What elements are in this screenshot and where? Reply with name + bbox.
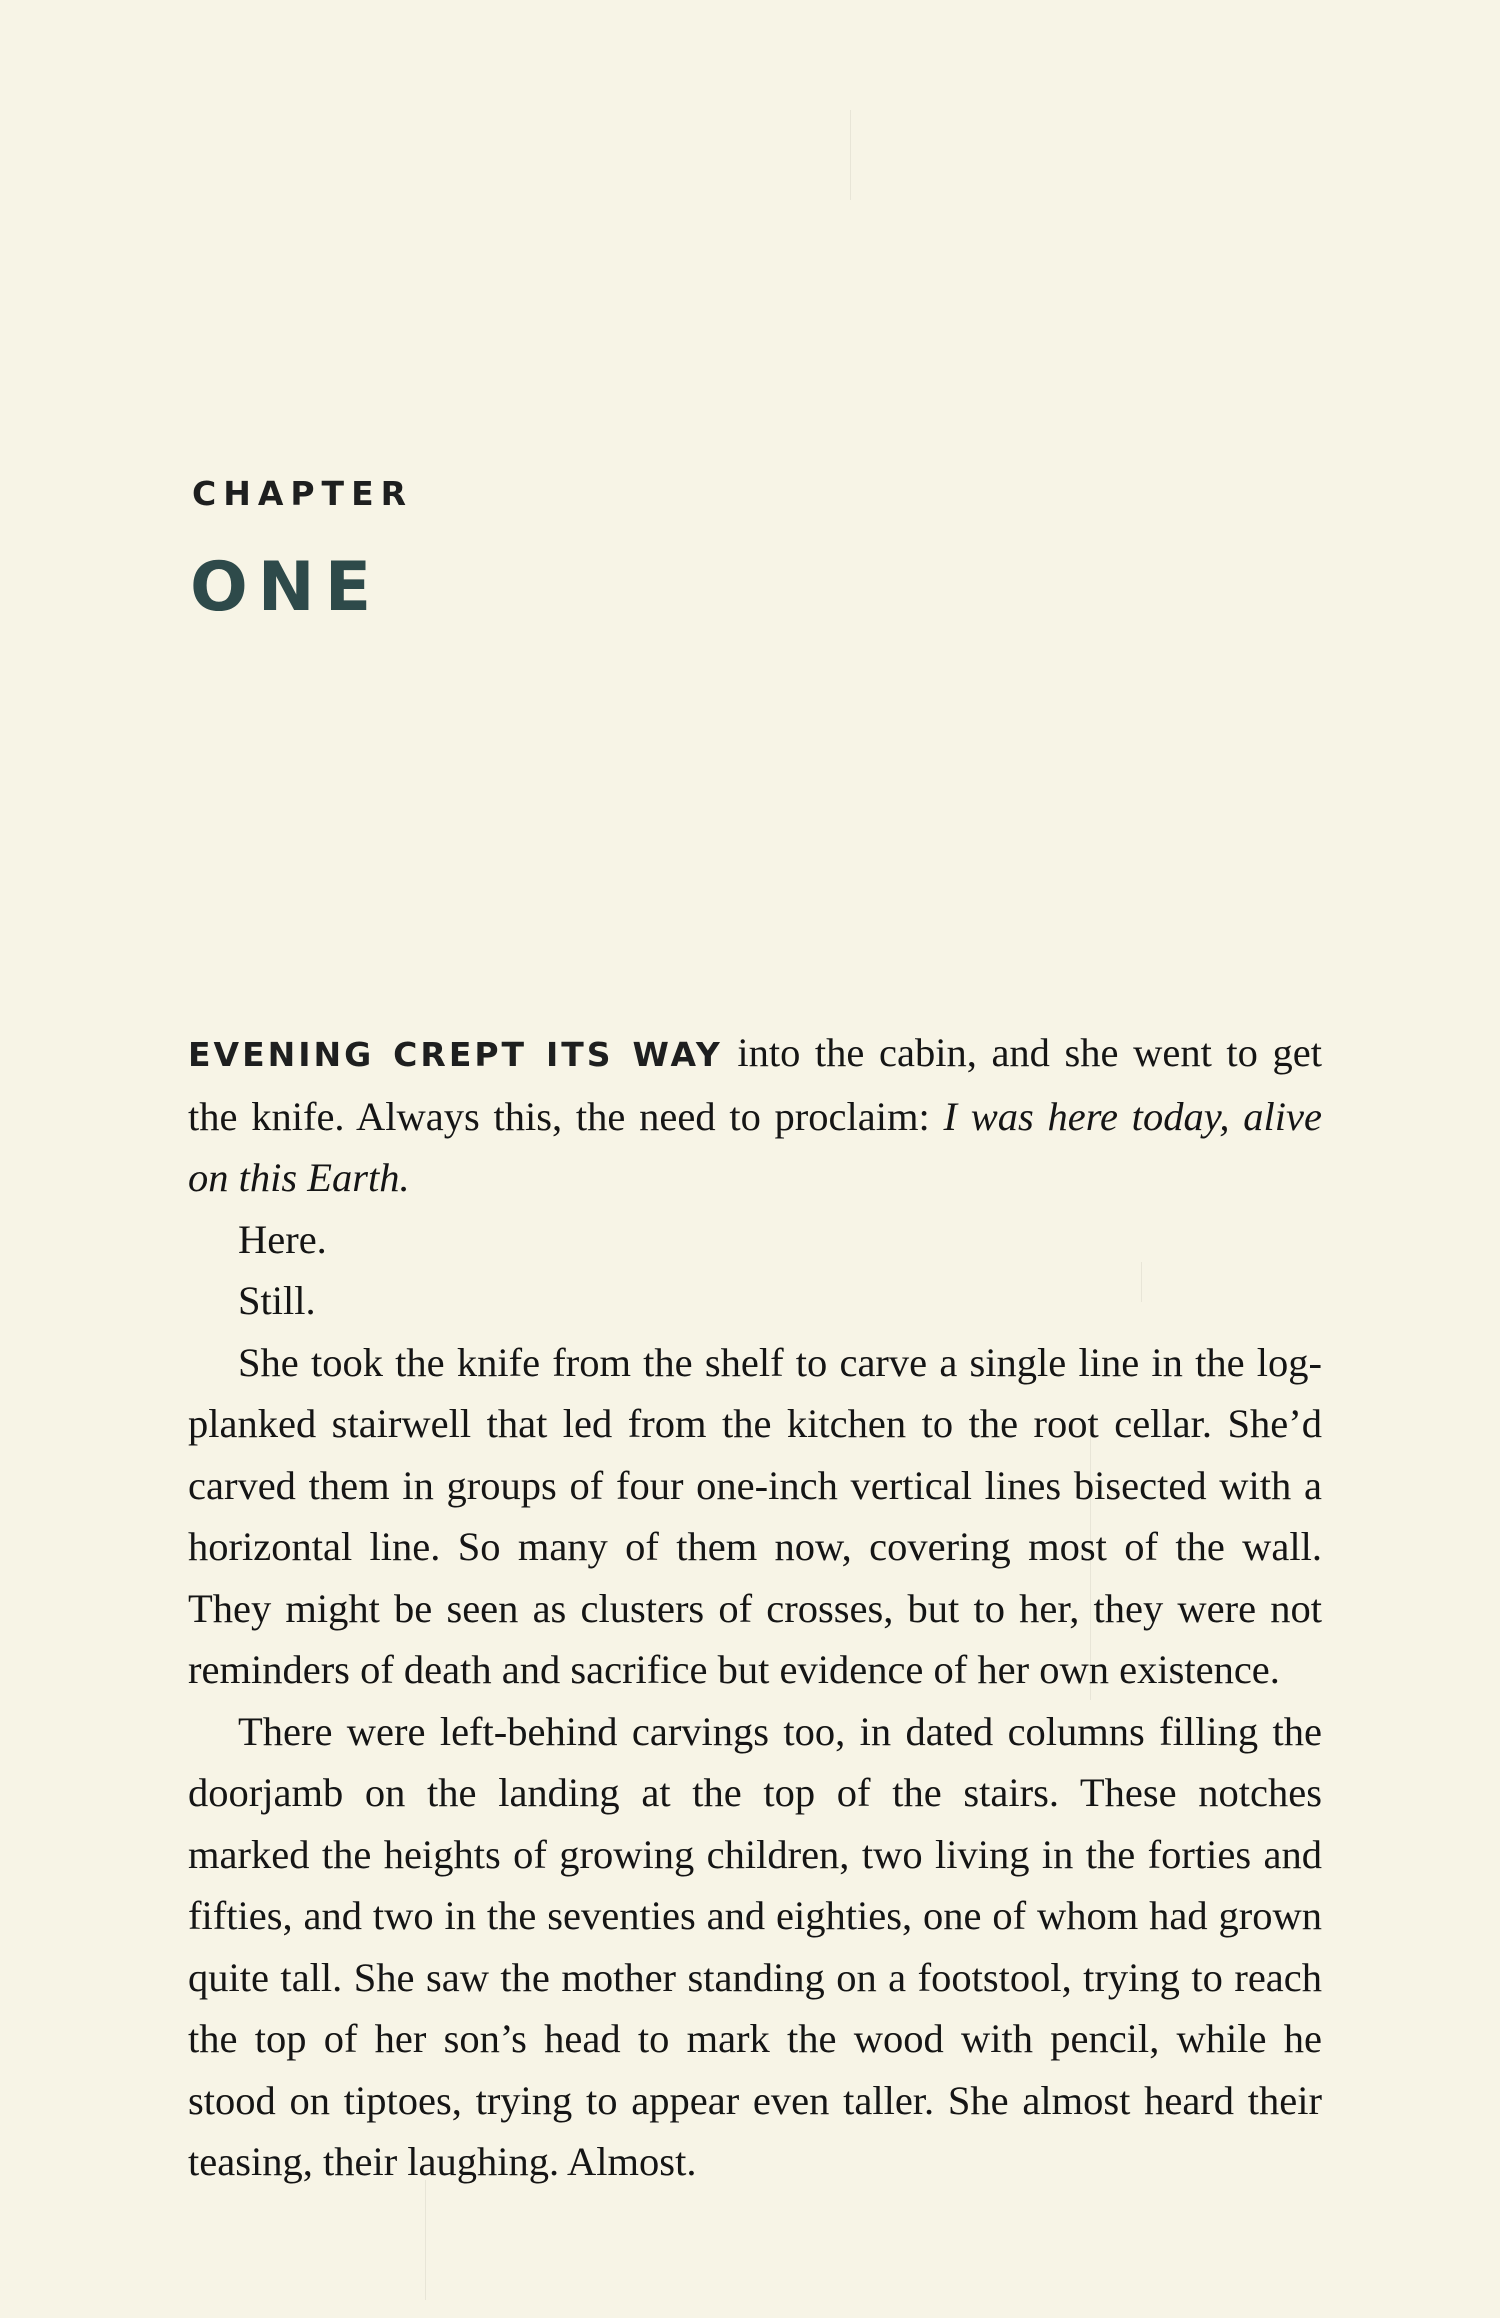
chapter-number: ONE [190,548,382,627]
chapter-body-text [188,1022,1322,2193]
scan-artifact-line [425,2180,426,2300]
chapter-label: CHAPTER [192,474,414,513]
paragraph-text: into the cabin, and she went to get the knife. Always this, the need to proclaim: [188,1030,1322,1139]
paragraph: She took the knife from the shelf to carve a single line in the log-planked stairwell that led from the kitchen to the root cellar. She’d carved them in groups of four one-inch vertical lines bisected with a horizontal line. So many of them now, covering most of the wall. They might be seen as clusters of crosses, but to her, they were not reminders of death and sacrifice but evidence of her own existence. [188,1339,1322,1692]
paragraph: There were left-behind carvings too, in dated columns filling the doorjamb on the landing at the top of the stairs. These notches marked the heights of growing children, two living in the forties and fifties, and two in the seventies and eighties, one of whom had grown quite tall. She saw the mother standing on a footstool, trying to reach the top of her son’s head to mark the wood with pencil, while he stood on tiptoes, trying to appear even taller. She almost heard their teasing, their laughing. Almost. [188,1708,1322,2184]
lead-in-small-caps: EVENING CREPT ITS WAY [188,1035,723,1074]
paragraph: Still. [238,1278,316,1323]
paragraph-opening [188,1022,1322,1209]
scan-artifact-line [850,110,851,200]
paragraph: Here. [238,1216,327,1262]
italic-quote: I was here today, alive on this Earth. [188,1093,1322,1200]
